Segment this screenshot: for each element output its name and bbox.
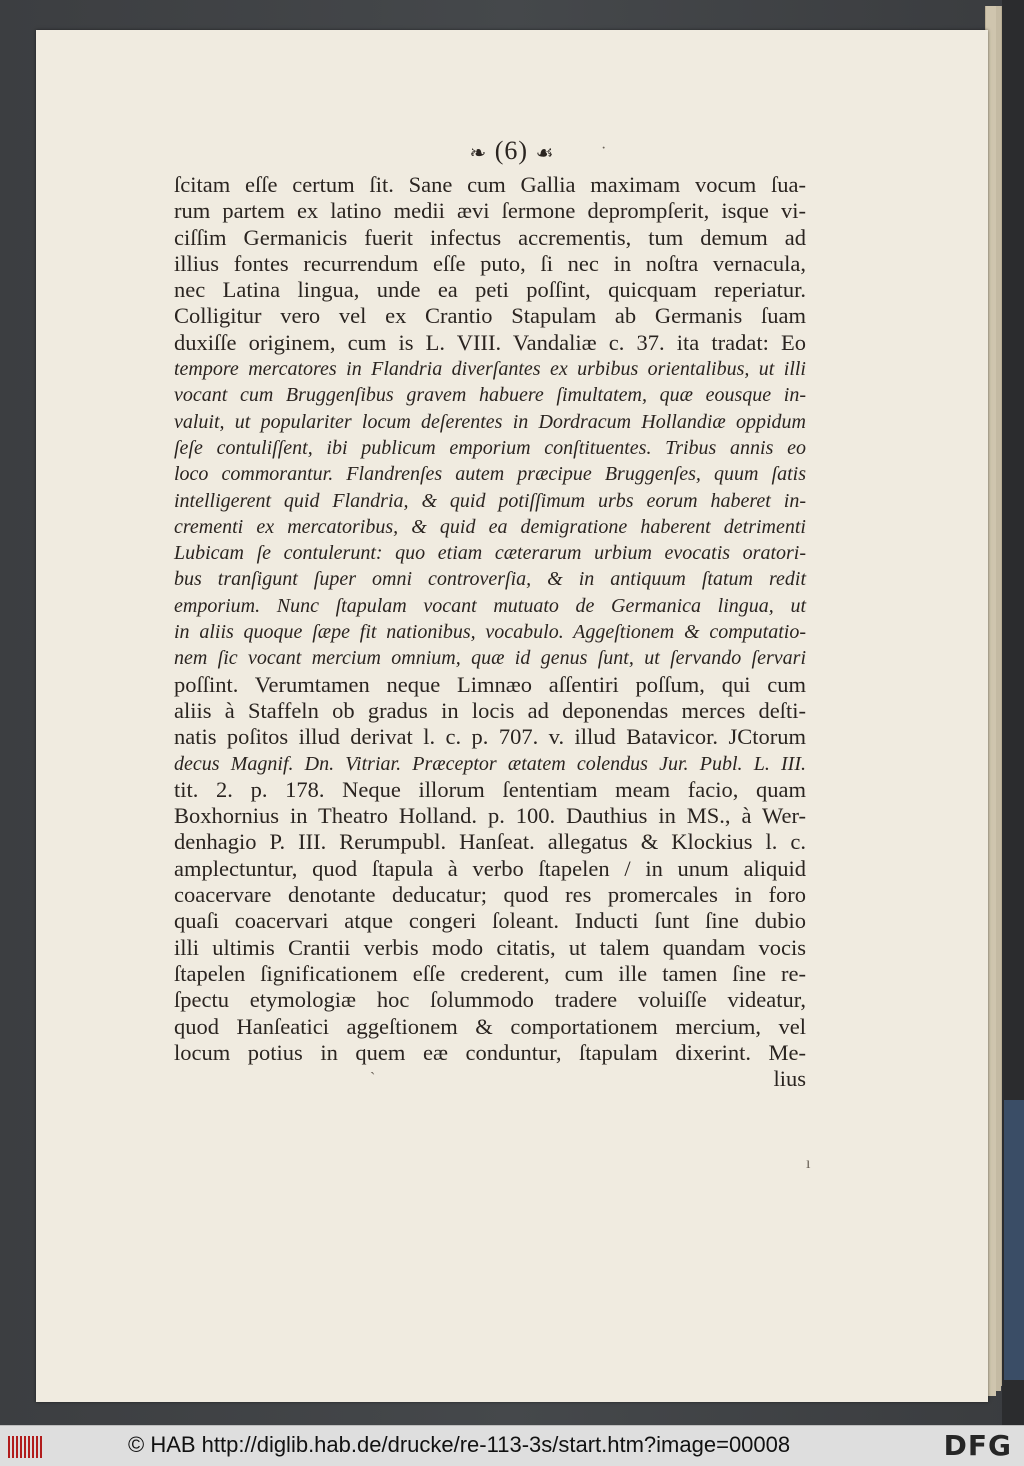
body-text [174, 172, 806, 1092]
text-line: Colligitur vero vel ex Crantio Stapulam ab Germanis ſuam [174, 303, 806, 329]
text-line: intelligerent quid Flandria, & quid potiſſimum urbs eorum haberet in- [174, 489, 806, 512]
text-line: duxiſſe originem, cum is L. VIII. Vandaliæ c. 37. ita tradat: Eo [174, 329, 806, 355]
text-line: valuit, ut populariter locum deſerentes in Dordracum Hollandiæ oppidum [174, 410, 806, 433]
text-line: vocant cum Bruggenſibus gravem habuere ſimultatem, quæ eousque in- [174, 384, 806, 407]
text-line: crementi ex mercatoribus, & quid ea demigratione haberent detrimenti [174, 515, 806, 538]
text-line: locum potius in quem eæ conduntur, ſtapulam dixerint. Me- [174, 1039, 806, 1065]
text-line: tempore mercatores in Flandria diverſantes ex urbibus orientalibus, ut illi [174, 358, 806, 381]
text-line: Lubicam ſe contulerunt: quo etiam cæterarum urbium evocatis oratori- [174, 542, 806, 565]
text-line: poſſint. Verumtamen neque Limnæo aſſentiri poſſum, qui cum [174, 671, 806, 697]
text-line: natis poſitos illud derivat l. c. p. 707. v. illud Batavicor. JCtorum [174, 724, 806, 750]
text-line: decus Magnif. Dn. Vitriar. Præceptor ætatem colendus Jur. Publ. L. III. [174, 752, 806, 775]
text-line: quaſi coacervari atque congeri ſoleant. Inducti ſunt ſine dubio [174, 908, 806, 934]
text-line: ciſſim Germanicis fuerit infectus accrementis, tum demum ad [174, 224, 806, 250]
ornament-left-icon: ❧ [469, 142, 488, 165]
page-number-header [36, 136, 988, 166]
text-line: in aliis quoque ſæpe fit nationibus, vocabulo. Aggeſtionem & computatio- [174, 621, 806, 644]
text-line: loco commorantur. Flandrenſes autem præcipue Bruggenſes, quum ſatis [174, 463, 806, 486]
text-line: quod Hanſeatici aggeſtionem & comportationem mercium, vel [174, 1013, 806, 1039]
copyright-url-text[interactable]: © HAB http://diglib.hab.de/drucke/re-113-3s/start.htm?image=00008 [128, 1432, 791, 1457]
text-line: tit. 2. p. 178. Neque illorum ſententiam meam facio, quam [174, 776, 806, 802]
speck: · [601, 140, 607, 157]
page-number: (6) [494, 136, 529, 165]
text-line: emporium. Nunc ſtapulam vocant mutuato de Germanica lingua, ut [174, 594, 806, 617]
text-line: Boxhornius in Theatro Holland. p. 100. Dauthius in MS., à Wer- [174, 803, 806, 829]
footer-bar [0, 1425, 1024, 1466]
text-line: ſtapelen ſignificationem eſſe crederent, cum ille tamen ſine re- [174, 960, 806, 986]
text-line: rum partem ex latino medii ævi ſermone deprompſerit, isque vi- [174, 198, 806, 224]
text-line: illius fontes recurrendum eſſe puto, ſi nec in noſtra vernacula, [174, 250, 806, 276]
text-line: ſpectu etymologiæ hoc ſolummodo tradere voluiſſe videatur, [174, 987, 806, 1013]
text-line: aliis à Staffeln ob gradus in locis ad deponendas merces deſti- [174, 697, 806, 723]
text-line: coacervare denotante deducatur; quod res promercales in foro [174, 882, 806, 908]
book-page [36, 30, 988, 1402]
barcode-icon [8, 1436, 42, 1458]
text-line: denhagio P. III. Rerumpubl. Hanſeat. allegatus & Klockius l. c. [174, 829, 806, 855]
text-line: illi ultimis Crantii verbis modo citatis, ut talem quandam vocis [174, 934, 806, 960]
speck: ı [806, 1155, 811, 1172]
text-line: nec Latina lingua, unde ea peti poſſint, quicquam reperiatur. [174, 277, 806, 303]
speck: ˋ [370, 1070, 376, 1087]
text-line: amplectuntur, quod ſtapula à verbo ſtapelen / in unum aliquid [174, 855, 806, 881]
spine-band [1004, 1100, 1024, 1380]
text-line: ſeſe contuliſſent, ibi publicum emporium conſtituentes. Tribus annis eo [174, 436, 806, 459]
dfg-logo: DFG [943, 1429, 1012, 1462]
text-line: bus tranſigunt ſuper omni controverſia, & in antiquum ſtatum redit [174, 568, 806, 591]
text-line: nem ſic vocant mercium omnium, quæ id genus ſunt, ut ſervando ſervari [174, 647, 806, 670]
catchword: lius [773, 1066, 806, 1092]
text-line: ſcitam eſſe certum ſit. Sane cum Gallia maximam vocum ſua- [174, 172, 806, 197]
ornament-right-icon: ☙ [535, 142, 555, 165]
